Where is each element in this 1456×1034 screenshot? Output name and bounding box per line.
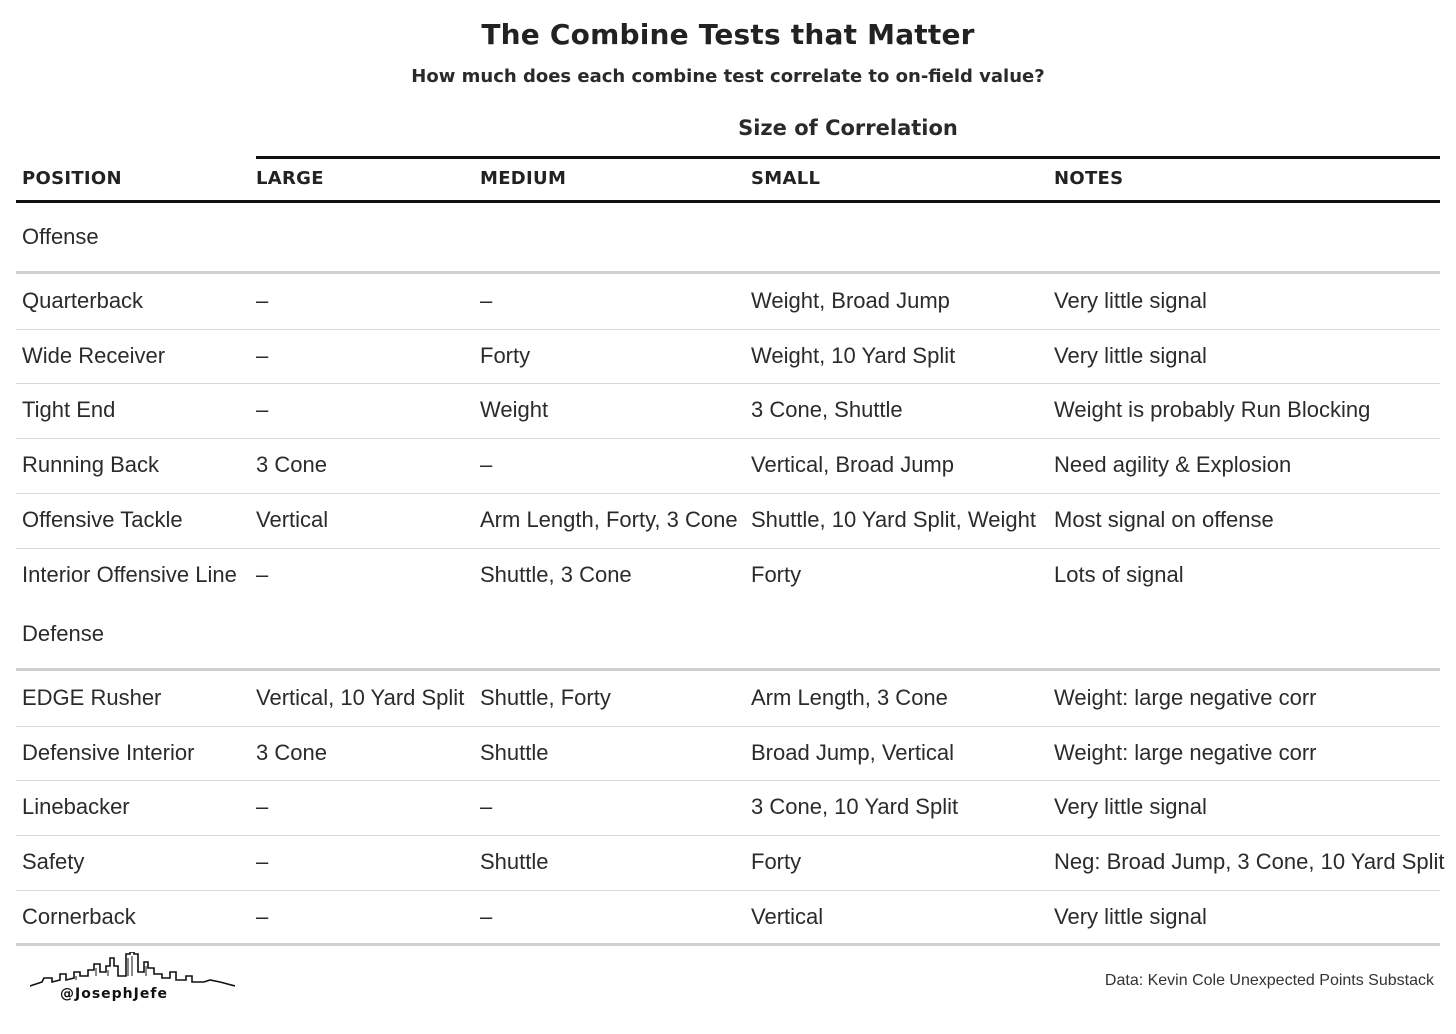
cell-position: Running Back — [22, 452, 159, 478]
cell-medium: – — [480, 288, 493, 313]
cell-small: Arm Length, 3 Cone — [751, 685, 948, 710]
cell-large: – — [256, 794, 269, 820]
cell-medium: Shuttle — [480, 739, 549, 765]
cell-large: Vertical — [256, 506, 329, 532]
cell-medium: Arm Length, Forty, 3 Cone — [480, 506, 738, 532]
cell-position: Defensive Interior — [22, 739, 195, 765]
cell-medium: Shuttle, 3 Cone — [480, 561, 632, 587]
cell-large: – — [256, 561, 269, 587]
cell-small: Weight, 10 Yard Split — [751, 342, 956, 368]
cell-small: Weight, Broad Jump — [751, 288, 950, 313]
chart-subtitle: How much does each combine test correlate to on-field value? — [411, 66, 1045, 87]
cell-notes: Very little signal — [1054, 342, 1207, 368]
author-handle: @JosephJefe — [60, 986, 168, 1002]
row-divider — [16, 726, 1440, 727]
cell-large: – — [256, 342, 269, 368]
cell-notes: Need agility & Explosion — [1054, 452, 1292, 478]
cell-medium: Weight — [480, 397, 549, 423]
cell-large: – — [256, 288, 269, 313]
row-divider — [16, 548, 1440, 549]
group-label: Defense — [22, 621, 104, 646]
cell-small: Broad Jump, Vertical — [751, 739, 954, 765]
cell-large: – — [256, 849, 269, 875]
cell-position: EDGE Rusher — [22, 685, 162, 710]
cell-position: Linebacker — [22, 794, 130, 820]
cell-small: Vertical — [751, 903, 824, 929]
cell-large: – — [256, 903, 269, 929]
cell-small: 3 Cone, Shuttle — [751, 397, 903, 423]
cell-small: Vertical, Broad Jump — [751, 452, 954, 478]
cell-position: Quarterback — [22, 288, 144, 313]
group-label: Offense — [22, 224, 99, 249]
header-notes: NOTES — [1054, 168, 1124, 189]
cell-notes: Neg: Broad Jump, 3 Cone, 10 Yard Split — [1054, 849, 1445, 875]
cell-large: – — [256, 397, 269, 423]
cell-large: Vertical, 10 Yard Split — [256, 685, 465, 710]
cell-notes: Weight: large negative corr — [1054, 685, 1317, 710]
row-divider — [16, 383, 1440, 384]
column-spanner-rule — [256, 156, 1440, 159]
cell-position: Offensive Tackle — [22, 506, 183, 532]
header-rule — [16, 200, 1440, 203]
row-divider — [16, 780, 1440, 781]
chart-title: The Combine Tests that Matter — [481, 18, 975, 51]
cell-medium: Forty — [480, 342, 531, 368]
cell-medium: Shuttle — [480, 849, 549, 875]
cell-large: 3 Cone — [256, 452, 327, 478]
cell-medium: – — [480, 452, 493, 478]
row-divider — [16, 438, 1440, 439]
header-large: LARGE — [256, 168, 324, 189]
column-spanner-label: Size of Correlation — [738, 116, 958, 140]
cell-notes: Very little signal — [1054, 903, 1207, 929]
table-bottom-rule — [16, 943, 1440, 946]
row-divider — [16, 890, 1440, 891]
cell-notes: Lots of signal — [1054, 561, 1184, 587]
cell-small: Forty — [751, 561, 802, 587]
cell-notes: Weight is probably Run Blocking — [1054, 397, 1371, 423]
row-divider — [16, 835, 1440, 836]
header-medium: MEDIUM — [480, 168, 567, 189]
header-small: SMALL — [751, 168, 821, 189]
row-divider — [16, 329, 1440, 330]
cell-small: Forty — [751, 849, 802, 875]
cell-small: Shuttle, 10 Yard Split, Weight — [751, 506, 1036, 532]
cell-medium: – — [480, 903, 493, 929]
cell-notes: Very little signal — [1054, 288, 1207, 313]
cell-notes: Very little signal — [1054, 794, 1207, 820]
header-position: POSITION — [22, 168, 122, 189]
cell-position: Cornerback — [22, 903, 136, 929]
cell-medium: – — [480, 794, 493, 820]
cell-medium: Shuttle, Forty — [480, 685, 611, 710]
cell-notes: Most signal on offense — [1054, 506, 1274, 532]
cell-position: Safety — [22, 849, 85, 875]
cell-notes: Weight: large negative corr — [1054, 739, 1317, 765]
cell-position: Interior Offensive Line — [22, 561, 237, 587]
cell-small: 3 Cone, 10 Yard Split — [751, 794, 959, 820]
group-rule — [16, 668, 1440, 671]
cell-large: 3 Cone — [256, 739, 327, 765]
cell-position: Tight End — [22, 397, 116, 423]
data-source-note: Data: Kevin Cole Unexpected Points Substack — [1104, 972, 1434, 989]
cell-position: Wide Receiver — [22, 342, 166, 368]
row-divider — [16, 493, 1440, 494]
group-rule — [16, 271, 1440, 274]
